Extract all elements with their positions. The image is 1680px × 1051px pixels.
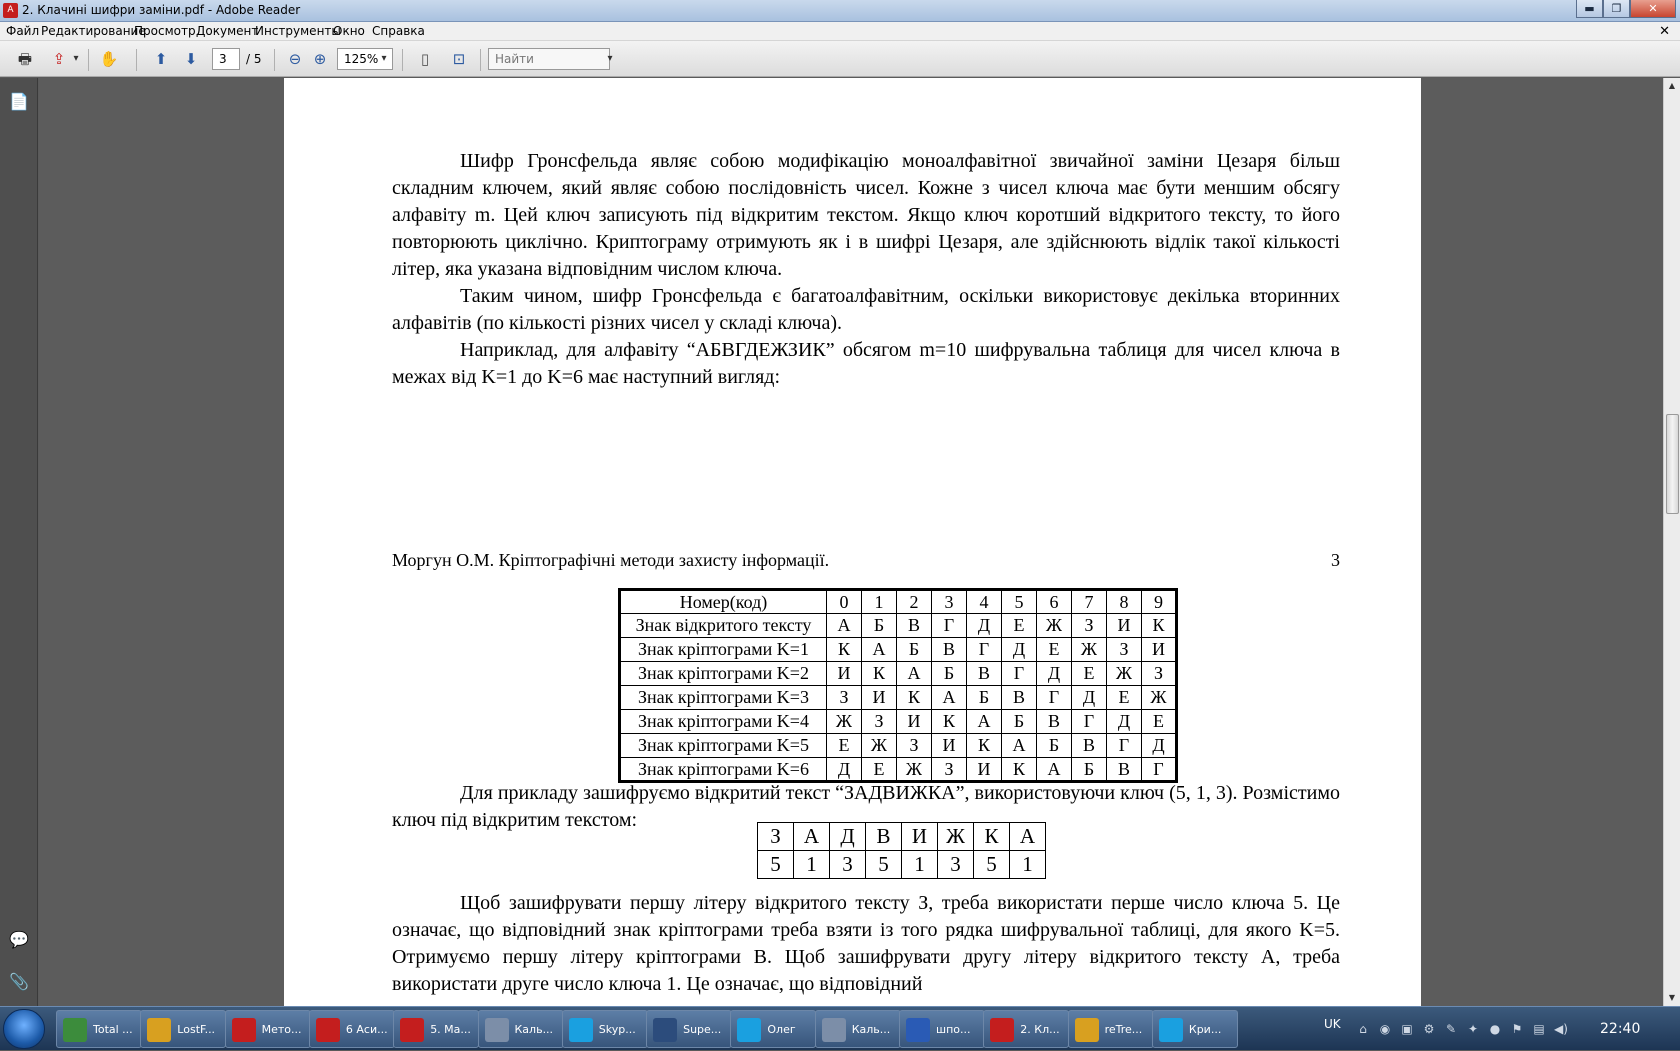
fit-width-icon[interactable]: ▯ (420, 50, 430, 68)
key-table-cell: 5 (866, 851, 902, 879)
zoom-select[interactable]: 125% (337, 48, 393, 70)
pdf-icon: A (3, 3, 18, 18)
cipher-table-cell: Е (1072, 662, 1107, 686)
search-input[interactable]: Найти (488, 48, 610, 70)
taskbar-button[interactable] (815, 1010, 901, 1048)
cipher-table-cell: Г (932, 614, 967, 638)
cipher-table-cell: Г (1037, 686, 1072, 710)
toolbar-separator (402, 49, 403, 71)
export-icon[interactable]: ⇪ (52, 50, 66, 68)
paragraph: Наприклад, для алфавіту “АБВГДЕЖЗИК” обсягом m=10 шифрувальна таблиця для чисел ключа в межах від K=1 до K=6 має наступний вигляд: (392, 339, 1340, 388)
cipher-table-cell: Ж (1142, 686, 1177, 710)
paragraph: Таким чином, шифр Гронсфельда є багатоалфавітним, оскільки використовує декілька вторинних алфавітів (по кількості різних чисел у складі ключа). (392, 285, 1340, 334)
menu-view[interactable]: Просмотр (134, 24, 196, 38)
paragraph: Для прикладу зашифруємо відкритий текст “ЗАДВИЖКА”, використовуючи ключ (5, 1, 3). Розмістимо ключ під відкритим текстом: (392, 782, 1340, 831)
cipher-table-cell: Г (1002, 662, 1037, 686)
taskbar-button-label: шпо... (936, 1023, 971, 1036)
taskbar-button-label: reTre... (1104, 1023, 1143, 1036)
cipher-table-cell: К (1002, 758, 1037, 782)
vertical-scrollbar[interactable] (1663, 78, 1680, 1006)
cipher-table (618, 588, 1178, 783)
key-table-cell: 1 (902, 851, 938, 879)
next-page-icon[interactable]: ⬇ (184, 50, 198, 68)
cipher-table-cell: Ж (1037, 614, 1072, 638)
cipher-table-code: 2 (897, 590, 932, 614)
menu-edit[interactable]: Редактирование (41, 24, 146, 38)
window-controls (1576, 0, 1676, 19)
maximize-button[interactable]: ❐ (1603, 0, 1630, 18)
key-table-row (758, 851, 1046, 879)
cipher-table-cell: Ж (897, 758, 932, 782)
menu-bar (0, 22, 1680, 41)
key-table-cell: А (794, 823, 830, 851)
taskbar-button[interactable] (646, 1010, 732, 1048)
clock[interactable]: 22:40 (1600, 1021, 1641, 1037)
cipher-table-cell: Б (967, 686, 1002, 710)
cipher-table-header-row (620, 590, 1177, 614)
cipher-table-cell: К (897, 686, 932, 710)
cipher-table-cell: З (1142, 662, 1177, 686)
key-table-cell: 1 (1010, 851, 1046, 879)
cipher-table-code: 7 (1072, 590, 1107, 614)
cipher-table-row (620, 686, 1177, 710)
cipher-table-cell: Д (1037, 662, 1072, 686)
page-total: / 5 (246, 52, 262, 66)
cipher-table-cell: И (1142, 638, 1177, 662)
cipher-table-cell: Е (1037, 638, 1072, 662)
cipher-table-row-label: Знак кріптограми K=5 (620, 734, 827, 758)
document-viewport[interactable] (39, 78, 1663, 1006)
key-table-cell: А (1010, 823, 1046, 851)
cipher-table-cell: Е (827, 734, 862, 758)
cipher-table-cell: Б (1037, 734, 1072, 758)
taskbar-button[interactable] (730, 1010, 816, 1048)
cipher-table-code: 8 (1107, 590, 1142, 614)
taskbar-app-icon (232, 1018, 256, 1042)
cipher-table-row (620, 638, 1177, 662)
cipher-table-cell: А (827, 614, 862, 638)
cipher-table-row-label: Знак відкритого тексту (620, 614, 827, 638)
cipher-table-cell: К (932, 710, 967, 734)
toolbar-separator (88, 49, 89, 71)
key-table-cell: Ж (938, 823, 974, 851)
cipher-table-code: 1 (862, 590, 897, 614)
key-table-cell: 5 (974, 851, 1010, 879)
cipher-table-cell: В (1072, 734, 1107, 758)
cipher-table-cell: И (1107, 614, 1142, 638)
cipher-table-code: 4 (967, 590, 1002, 614)
scrollbar-thumb[interactable] (1666, 414, 1679, 514)
cipher-table-cell: А (862, 638, 897, 662)
taskbar-button[interactable] (983, 1010, 1069, 1048)
cipher-table-code: 3 (932, 590, 967, 614)
tray-icon[interactable]: ▣ (1401, 1022, 1413, 1036)
cipher-table-row-label: Знак кріптограми K=2 (620, 662, 827, 686)
cipher-table-cell: Е (862, 758, 897, 782)
taskbar-app-icon (737, 1018, 761, 1042)
taskbar-app-icon (147, 1018, 171, 1042)
attachments-icon[interactable]: 📎 (9, 972, 29, 991)
taskbar-button-label: 6 Аси... (345, 1023, 388, 1036)
toolbar-separator (480, 49, 481, 71)
cipher-table-cell: В (967, 662, 1002, 686)
tray-icon[interactable]: ⌂ (1359, 1022, 1367, 1036)
cipher-table-cell: Ж (827, 710, 862, 734)
cipher-table-row-label: Знак кріптограми K=6 (620, 758, 827, 782)
cipher-table-cell: Д (1142, 734, 1177, 758)
cipher-table-header-label: Номер(код) (620, 590, 827, 614)
taskbar-button-label: Skyp... (598, 1023, 636, 1036)
title-bar (0, 0, 1680, 22)
cipher-table-cell: З (1107, 638, 1142, 662)
cipher-table-cell: Г (967, 638, 1002, 662)
menu-document[interactable]: Документ (196, 24, 259, 38)
key-table (757, 822, 1046, 879)
cipher-table-cell: В (1037, 710, 1072, 734)
cipher-table-cell: И (967, 758, 1002, 782)
cipher-table-cell: Г (1142, 758, 1177, 782)
taskbar-button-label: Каль... (514, 1023, 554, 1036)
tray-icon[interactable]: ⚙ (1423, 1022, 1435, 1036)
taskbar-app-icon (822, 1018, 846, 1042)
page-number: 3 (1331, 550, 1340, 570)
minimize-button[interactable]: ▬ (1576, 0, 1603, 18)
hand-tool-icon[interactable]: ✋ (99, 50, 119, 68)
cipher-table-cell: А (1037, 758, 1072, 782)
cipher-table-cell: Г (1107, 734, 1142, 758)
taskbar-button-label: Мето... (261, 1023, 302, 1036)
cipher-table-cell: А (1002, 734, 1037, 758)
zoom-dropdown-icon[interactable]: ▾ (381, 53, 387, 64)
cipher-table-cell: Д (1072, 686, 1107, 710)
taskbar-button[interactable] (562, 1010, 648, 1048)
cipher-table-cell: В (897, 614, 932, 638)
taskbar-button[interactable] (1068, 1010, 1154, 1048)
cipher-table-cell: З (1072, 614, 1107, 638)
taskbar-app-icon (400, 1018, 424, 1042)
key-table-cell: 3 (938, 851, 974, 879)
cipher-table-cell: Д (967, 614, 1002, 638)
cipher-table-cell: Б (897, 638, 932, 662)
export-dropdown-icon[interactable]: ▾ (73, 53, 79, 64)
cipher-table-row-label: Знак кріптограми K=3 (620, 686, 827, 710)
tray-icon[interactable]: ✦ (1467, 1022, 1479, 1036)
cipher-table-cell: К (1142, 614, 1177, 638)
tray-icon[interactable]: ⚑ (1511, 1022, 1523, 1036)
cipher-table-cell: З (862, 710, 897, 734)
cipher-table-row (620, 758, 1177, 782)
page-header: Моргун О.М. Кріптографічні методи захисту інформації. (392, 550, 830, 570)
close-button[interactable]: ✕ (1630, 0, 1676, 18)
zoom-out-icon[interactable]: ⊖ (288, 50, 302, 68)
key-table-cell: 5 (758, 851, 794, 879)
cipher-table-row (620, 734, 1177, 758)
taskbar-button[interactable] (899, 1010, 985, 1048)
cipher-table-row (620, 614, 1177, 638)
tray-icon[interactable]: ▤ (1533, 1022, 1545, 1036)
key-table-cell: 3 (830, 851, 866, 879)
comments-icon[interactable]: 💬 (9, 930, 29, 949)
tray-icon[interactable]: ✎ (1445, 1022, 1457, 1036)
key-table-cell: К (974, 823, 1010, 851)
taskbar-button-label: LostF... (177, 1023, 216, 1036)
cipher-table-row (620, 710, 1177, 734)
cipher-table-cell: Б (1072, 758, 1107, 782)
cipher-table-code: 5 (1002, 590, 1037, 614)
key-table-cell: З (758, 823, 794, 851)
cipher-table-cell: Е (1107, 686, 1142, 710)
taskbar-button[interactable] (478, 1010, 564, 1048)
taskbar-button[interactable] (225, 1010, 311, 1048)
taskbar-app-icon (569, 1018, 593, 1042)
navigation-pane (0, 78, 38, 1006)
paragraph: Щоб зашифрувати першу літеру відкритого тексту З, треба використати перше число ключа 5. Це означає, що відповідний знак кріптограми треба взяти із того рядка шифрувальної таблиці, для якого K=5. Отримуємо першу літеру кріптограми В. Щоб зашифрувати другу літеру відкритого тексту А, треба використати друге число ключа 1. Це означає, що відповідний (392, 892, 1340, 995)
taskbar-button-label: Total ... (93, 1023, 133, 1036)
cipher-table-cell: Б (1002, 710, 1037, 734)
menu-help[interactable]: Справка (372, 24, 425, 38)
cipher-table-cell: К (967, 734, 1002, 758)
cipher-table-cell: Ж (1107, 662, 1142, 686)
cipher-table-cell: А (897, 662, 932, 686)
taskbar-app-icon (1075, 1018, 1099, 1042)
taskbar-app-icon (653, 1018, 677, 1042)
key-table-cell: Д (830, 823, 866, 851)
taskbar-app-icon (485, 1018, 509, 1042)
cipher-table-cell: И (897, 710, 932, 734)
search-dropdown-icon[interactable]: ▾ (607, 53, 613, 64)
key-table-cell: И (902, 823, 938, 851)
cipher-table-cell: К (862, 662, 897, 686)
pages-panel-icon[interactable]: 📄 (9, 92, 29, 111)
cipher-table-code: 0 (827, 590, 862, 614)
cipher-table-row-label: Знак кріптограми K=4 (620, 710, 827, 734)
taskbar-button[interactable] (393, 1010, 479, 1048)
taskbar-button-label: Supe... (683, 1023, 722, 1036)
key-table-cell: 1 (794, 851, 830, 879)
taskbar-button-label: 2. Кл... (1020, 1023, 1060, 1036)
previous-page-icon[interactable]: ⬆ (154, 50, 168, 68)
windows-start-icon[interactable] (3, 1009, 45, 1049)
taskbar-button[interactable] (309, 1010, 395, 1048)
taskbar-button-label: Каль... (851, 1023, 891, 1036)
taskbar-button-label: 5. Ма... (430, 1023, 471, 1036)
taskbar-app-icon (63, 1018, 87, 1042)
cipher-table-cell: А (932, 686, 967, 710)
cipher-table-cell: Г (1072, 710, 1107, 734)
paragraph: Шифр Гронсфельда являє собою модифікацію моноалфавітної звичайної заміни Цезаря більш складним ключем, який являє собою послідовність чисел. Кожне з чисел ключа має бути меншим обсягу алфавіту m. Цей ключ записують під відкритим текстом. Якщо ключ коротший відкритого тексту, то його повторюють циклічно. Криптограму отримують як і в шифрі Цезаря, але здійснюють відлік такої кількості літер, яка указана відповідним числом ключа. (392, 150, 1340, 280)
cipher-table-cell: Ж (862, 734, 897, 758)
fit-page-icon[interactable]: ⊡ (452, 50, 466, 68)
cipher-table-cell: Д (1107, 710, 1142, 734)
key-table-cell: В (866, 823, 902, 851)
scroll-up-icon[interactable]: ▲ (1668, 81, 1676, 90)
tray-icon[interactable]: ◉ (1379, 1022, 1391, 1036)
taskbar (0, 1006, 1680, 1050)
page-number-input[interactable]: 3 (212, 48, 240, 70)
cipher-table-cell: Д (827, 758, 862, 782)
tray-icon[interactable]: ● (1489, 1022, 1501, 1036)
cipher-table-cell: З (827, 686, 862, 710)
cipher-table-cell: Д (1002, 638, 1037, 662)
cipher-table-cell: Ж (1072, 638, 1107, 662)
cipher-table-cell: В (1002, 686, 1037, 710)
taskbar-app-icon (316, 1018, 340, 1042)
menu-file[interactable]: Файл (6, 24, 40, 38)
cipher-table-row-label: Знак кріптограми K=1 (620, 638, 827, 662)
cipher-table-cell: К (827, 638, 862, 662)
toolbar (0, 41, 1680, 77)
scroll-down-icon[interactable]: ▼ (1668, 993, 1676, 1002)
cipher-table-cell: Б (932, 662, 967, 686)
cipher-table-cell: Б (862, 614, 897, 638)
language-indicator[interactable]: UK (1324, 1017, 1341, 1031)
cipher-table-cell: И (827, 662, 862, 686)
cipher-table-cell: А (967, 710, 1002, 734)
zoom-in-icon[interactable]: ⊕ (313, 50, 327, 68)
cipher-table-cell: И (862, 686, 897, 710)
menu-tools[interactable]: Инструменты (255, 24, 341, 38)
print-icon[interactable]: 🖶 (17, 50, 33, 68)
taskbar-app-icon (906, 1018, 930, 1042)
cipher-table-cell: И (932, 734, 967, 758)
cipher-table-cell: З (932, 758, 967, 782)
menu-window[interactable]: Окно (333, 24, 365, 38)
cipher-table-code: 9 (1142, 590, 1177, 614)
cipher-table-cell: Е (1002, 614, 1037, 638)
toolbar-separator (136, 49, 137, 71)
window-title: 2. Клачині шифри заміни.pdf - Adobe Reader (22, 3, 301, 17)
system-tray (1318, 1007, 1680, 1051)
taskbar-button[interactable] (56, 1010, 142, 1048)
taskbar-app-icon (1159, 1018, 1183, 1042)
document-close-button[interactable]: ✕ (1659, 24, 1670, 39)
tray-icon[interactable]: ◀) (1554, 1022, 1568, 1036)
taskbar-app-icon (990, 1018, 1014, 1042)
toolbar-separator (274, 49, 275, 71)
cipher-table-row (620, 662, 1177, 686)
key-table-row (758, 823, 1046, 851)
cipher-table-code: 6 (1037, 590, 1072, 614)
cipher-table-cell: В (1107, 758, 1142, 782)
taskbar-button[interactable] (140, 1010, 226, 1048)
taskbar-button[interactable] (1152, 1010, 1238, 1048)
taskbar-button-label: Олег (767, 1023, 796, 1036)
taskbar-button-label: Кри... (1188, 1023, 1222, 1036)
cipher-table-cell: Е (1142, 710, 1177, 734)
cipher-table-cell: З (897, 734, 932, 758)
pdf-page-3 (284, 480, 1421, 1006)
cipher-table-cell: В (932, 638, 967, 662)
